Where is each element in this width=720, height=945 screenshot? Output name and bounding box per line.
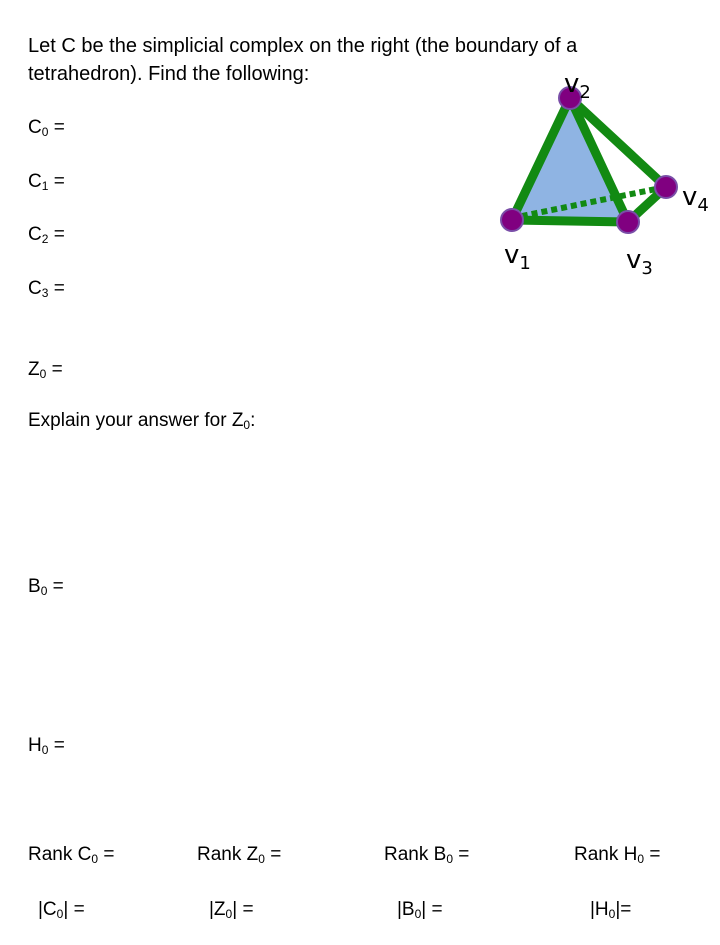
label-v3: v3 (626, 245, 653, 279)
c3-label: $C_3$ = (28, 278, 65, 300)
vertex-v1 (501, 209, 523, 231)
c0-label: $C_0$ = (28, 117, 65, 139)
c1-label: $C_1$ = (28, 171, 65, 193)
tetrahedron-diagram (480, 60, 718, 285)
card-z0-label: $|Z_0|$ = (209, 899, 254, 921)
rank-c0-label: Rank $C_0$ = (28, 844, 115, 866)
vertex-v3 (617, 211, 639, 233)
vertex-v4 (655, 176, 677, 198)
card-c0-label: $|C_0|$ = (38, 899, 85, 921)
card-h0-label: $|H_0|=$ (590, 899, 632, 921)
c2-label: $C_2$ = (28, 224, 65, 246)
b0-label: $B_0$ = (28, 576, 64, 598)
card-b0-label: $|B_0|$ = (397, 899, 443, 921)
rank-z0-label: Rank $Z_0$ = (197, 844, 282, 866)
rank-h0-label: Rank $H_0$ = (574, 844, 661, 866)
explain-z0-prompt: Explain your answer for $Z_0$: (28, 410, 256, 432)
edge-v1-v3 (512, 220, 628, 222)
label-v1: v1 (504, 240, 531, 274)
rank-b0-label: Rank $B_0$ = (384, 844, 470, 866)
z0-label: $Z_0$ = (28, 359, 63, 381)
label-v4: v4 (682, 182, 709, 216)
h0-label: $H_0$ = (28, 735, 65, 757)
intro-line-2: tetrahedron). Find the following: (28, 63, 310, 85)
intro-line-1: Let C be the simplicial complex on the right (the boundary of a (28, 35, 578, 57)
label-v2: v2 (564, 69, 591, 103)
tetrahedron-face (512, 98, 628, 222)
